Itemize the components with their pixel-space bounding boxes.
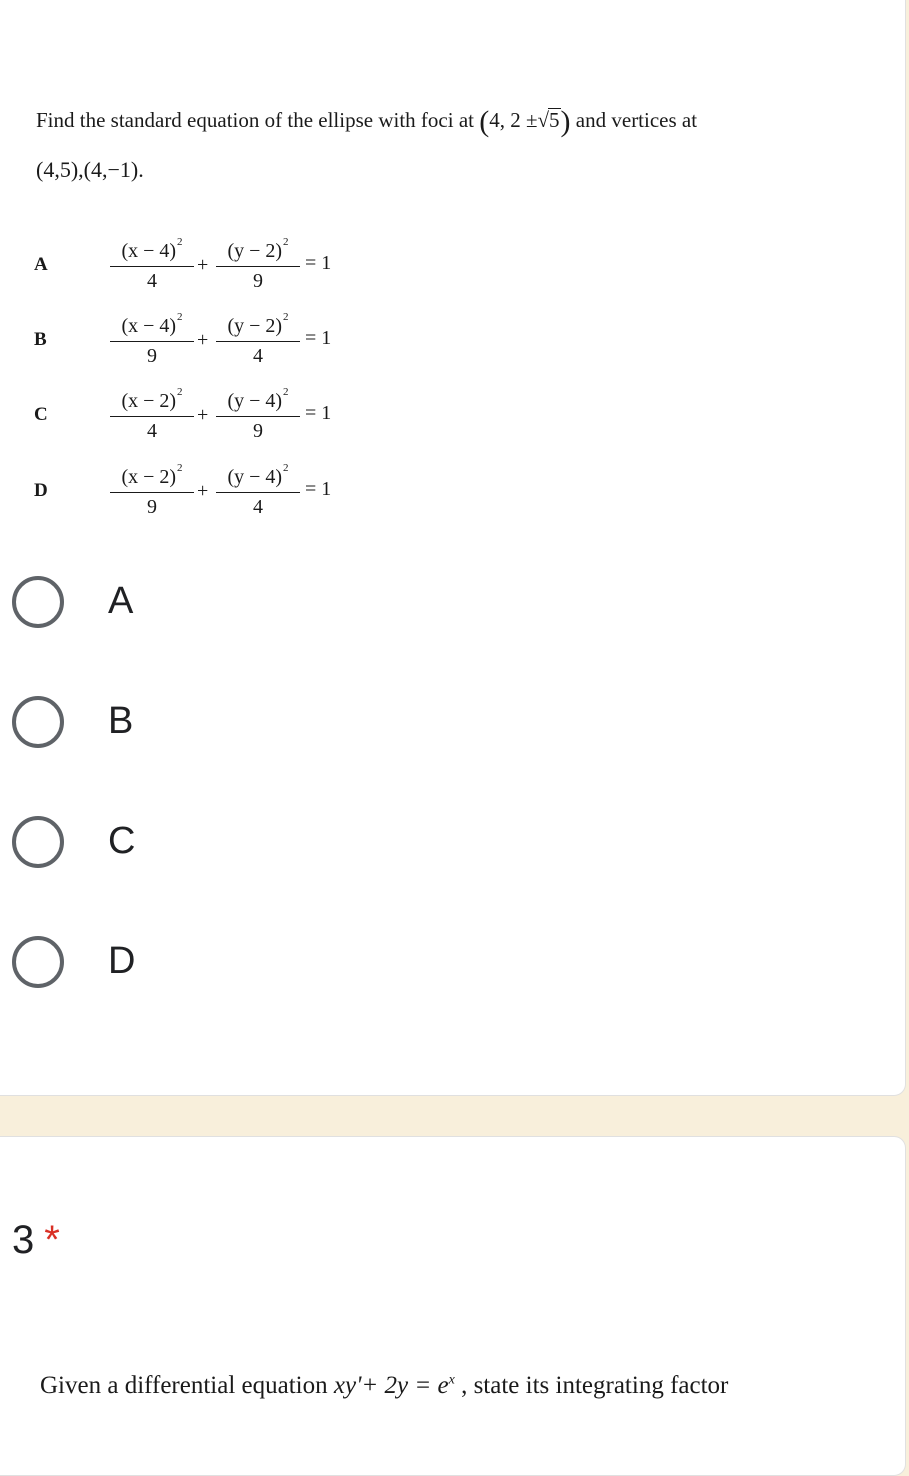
- question-3-text-after: , state its integrating factor: [461, 1372, 729, 1399]
- radio-circle-icon[interactable]: [12, 816, 64, 868]
- question-number: 3 *: [12, 1218, 60, 1262]
- radio-option-a[interactable]: [10, 574, 410, 638]
- option-letter: D: [34, 480, 48, 501]
- option-letter: A: [34, 254, 48, 275]
- radio-circle-icon[interactable]: [12, 576, 64, 628]
- option-a-equation: A $\frac{(x - 4)^2}{4}$ + $\frac{(y - 2)^2}{9}$ = 1: [34, 236, 332, 292]
- fraction-y: $\frac{(y - 2)^2}{4}$: [216, 311, 300, 368]
- question-3-text-before: Given a differential equation: [40, 1372, 328, 1399]
- radio-circle-icon[interactable]: [12, 696, 64, 748]
- foci-x: 4,: [489, 108, 505, 132]
- radio-option-b[interactable]: [10, 694, 410, 758]
- question-text-before: Find the standard equation of the ellipse with foci at: [36, 108, 474, 132]
- question-3-text: [40, 1372, 728, 1400]
- fraction-x: $\frac{(x - 4)^2}{9}$: [110, 311, 194, 368]
- foci-sqrt: 5: [549, 108, 560, 132]
- option-b-equation: B $\frac{(x - 4)^2}{9}$ + $\frac{(y - 2)^2}{4}$ = 1: [34, 311, 332, 367]
- required-asterisk: *: [44, 1218, 60, 1262]
- fraction-x: $\frac{(x - 4)^2}{4}$: [110, 236, 194, 293]
- fraction-x: $\frac{(x - 2)^2}{4}$: [110, 386, 194, 443]
- option-letter: C: [34, 404, 48, 425]
- radio-label: B: [108, 700, 134, 742]
- option-letter: B: [34, 329, 47, 350]
- vertices: (4,5),(4,−1).: [36, 157, 144, 182]
- fraction-y: $\frac{(y - 2)^2}{9}$: [216, 236, 300, 293]
- fraction-x: $\frac{(x - 2)^2}{9}$: [110, 462, 194, 519]
- question-text-after: and vertices at: [575, 108, 698, 132]
- option-d-equation: D $\frac{(x - 2)^2}{9}$ + $\frac{(y - 4)^2}{4}$ = 1: [34, 462, 332, 518]
- question-card-3: [0, 1136, 906, 1476]
- option-c-equation: C $\frac{(x - 2)^2}{4}$ + $\frac{(y - 4)^2}{9}$ = 1: [34, 386, 332, 442]
- radio-label: D: [108, 940, 136, 982]
- radio-option-c[interactable]: [10, 814, 410, 878]
- fraction-y: $\frac{(y - 4)^2}{9}$: [216, 386, 300, 443]
- foci-y: 2 ±: [510, 108, 538, 132]
- question-2-text: Find the standard equation of the ellipse with foci at (4, 2 ±√5) and vertices at (4,5),(4,−1).: [36, 104, 876, 138]
- question-3-equation: xy'+ 2y = e: [333, 1372, 449, 1399]
- radio-label: A: [108, 580, 134, 622]
- radio-circle-icon[interactable]: [12, 936, 64, 988]
- radio-label: C: [108, 820, 136, 862]
- question-3-equation-exponent: x: [448, 1372, 455, 1388]
- radio-option-d[interactable]: [10, 934, 410, 998]
- fraction-y: $\frac{(y - 4)^2}{4}$: [216, 462, 300, 519]
